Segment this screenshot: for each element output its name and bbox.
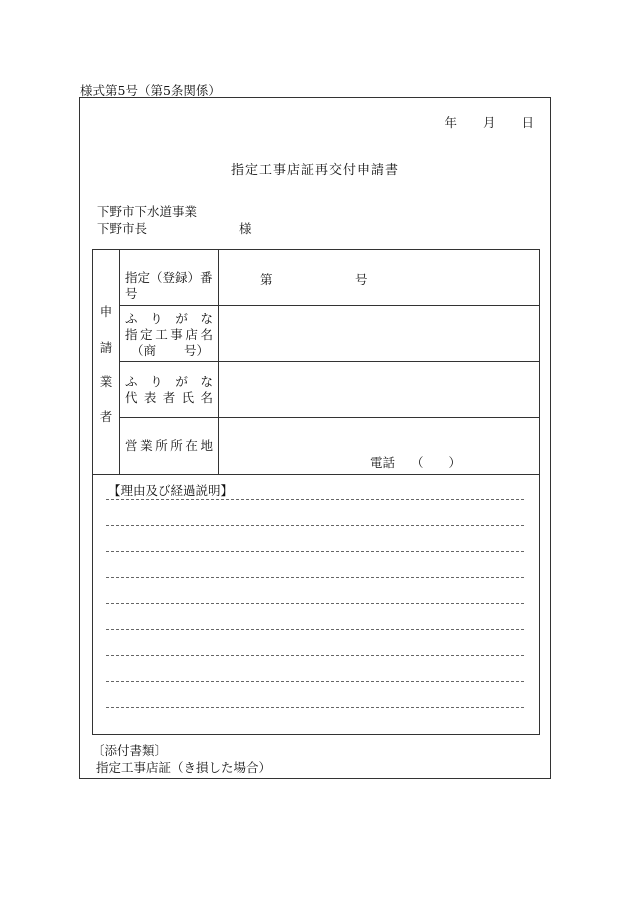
form-number: 様式第5号（第5条関係） (80, 83, 221, 98)
attachment-item: 指定工事店証（き損した場合） (96, 760, 272, 775)
char: ふ (125, 311, 138, 326)
date-day-label: 日 (521, 115, 534, 130)
reason-heading: 【理由及び経過説明】 (108, 483, 234, 498)
char: 氏 (181, 390, 195, 405)
char: 業 (140, 438, 153, 453)
registration-number-suffix: 号 (355, 272, 368, 287)
char: な (200, 311, 213, 326)
document-title: 指定工事店証再交付申請書 (230, 163, 399, 178)
char: 地 (200, 438, 213, 453)
attachments (92, 742, 271, 776)
furigana-shop (125, 311, 213, 327)
writing-line (106, 655, 524, 656)
writing-line (106, 603, 524, 604)
char: 名 (200, 390, 213, 405)
writing-line (106, 707, 524, 708)
label-representative (125, 374, 213, 406)
row-divider (120, 305, 539, 306)
attachments-heading: 〔添付書類〕 (92, 743, 168, 758)
char: 営 (125, 438, 138, 453)
char: 号） (183, 343, 209, 358)
char: 定 (140, 327, 153, 342)
date-line (444, 113, 534, 131)
applicant-table (92, 249, 540, 735)
date-month-label: 月 (482, 115, 496, 130)
phone-label: 電話 (370, 455, 396, 470)
shop-name-label (125, 327, 213, 343)
char: 所 (170, 438, 183, 453)
char: 所 (155, 438, 168, 453)
applicant-char: 者 (99, 409, 113, 424)
applicant-char: 請 (99, 340, 113, 355)
addressee-mayor: 下野市長 (97, 221, 148, 236)
writing-line (106, 629, 524, 630)
char: （商 (131, 343, 157, 358)
char: が (175, 374, 188, 389)
writing-line (106, 551, 524, 552)
char: ふ (125, 374, 138, 389)
applicant-char: 申 (99, 304, 113, 319)
office-address-label (125, 438, 213, 454)
char: 店 (185, 327, 198, 342)
phone-area-code: （ ） (411, 455, 462, 470)
char: が (175, 311, 188, 326)
char: な (200, 374, 213, 389)
char: 在 (185, 438, 198, 453)
label-office-address (125, 438, 213, 454)
addressee-honorific: 様 (239, 221, 252, 236)
section-divider (93, 474, 539, 475)
applicant-column (93, 250, 120, 475)
registration-number-prefix: 第 (260, 272, 273, 287)
char: 代 (125, 390, 138, 405)
addressee (97, 203, 252, 237)
applicant-char: 業 (99, 374, 113, 389)
label-registration-number: 指定（登録）番号 (125, 270, 213, 301)
char: 表 (143, 390, 157, 405)
form-frame (79, 97, 551, 779)
writing-line (106, 525, 524, 526)
label-shop-name (125, 311, 213, 359)
writing-line (106, 681, 524, 682)
char: 工 (155, 327, 168, 342)
furigana-rep (125, 374, 213, 390)
writing-line (106, 499, 524, 500)
char: 名 (200, 327, 213, 342)
addressee-organization: 下野市下水道事業 (97, 204, 198, 219)
char: り (150, 374, 163, 389)
date-year-label: 年 (444, 115, 457, 130)
char: 事 (170, 327, 183, 342)
label-column (120, 250, 219, 475)
char: 指 (125, 327, 138, 342)
char: 者 (162, 390, 176, 405)
rep-name-label (125, 390, 213, 406)
trade-name-label (125, 343, 209, 359)
char: り (150, 311, 163, 326)
writing-line (106, 577, 524, 578)
row-divider (120, 417, 539, 418)
row-divider (120, 361, 539, 362)
